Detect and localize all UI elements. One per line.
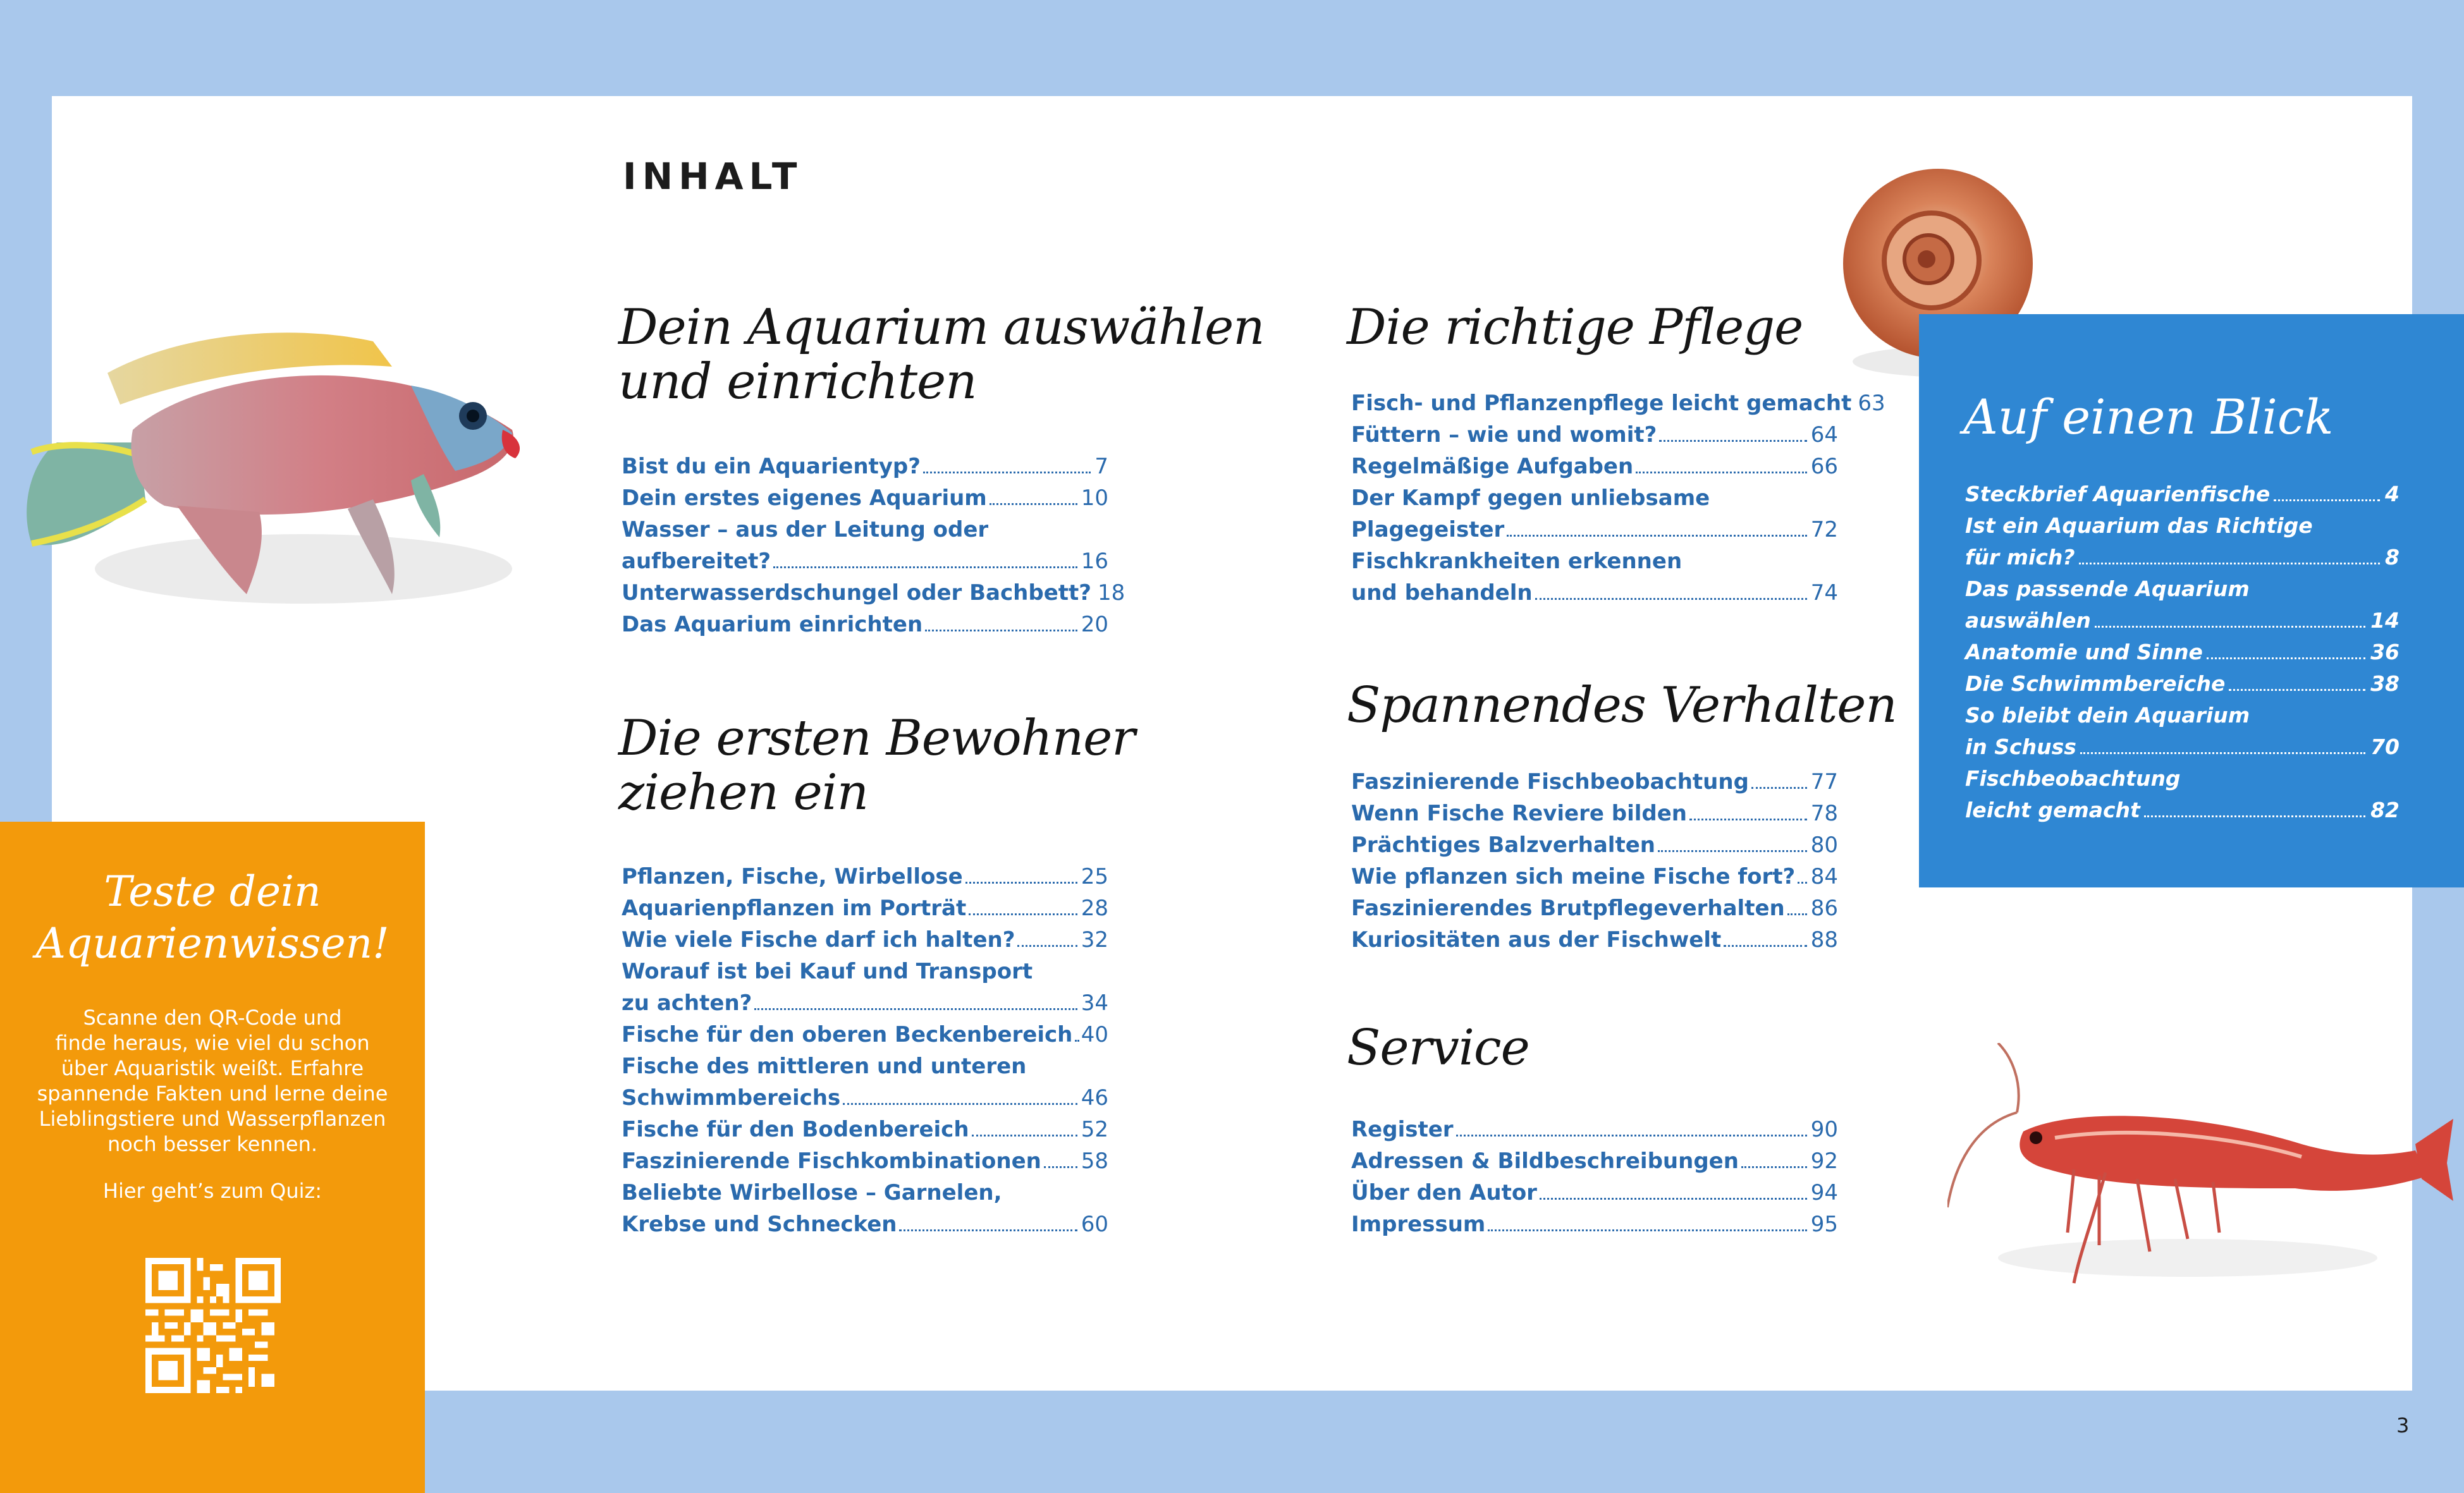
toc-entry-title: zu achten? <box>622 990 752 1016</box>
toc-page-number: 90 <box>1810 1117 1838 1142</box>
toc-entry-title: Über den Autor <box>1351 1180 1537 1205</box>
toc-entry-title: Das Aquarium einrichten <box>622 612 923 637</box>
toc-entry-title: Worauf ist bei Kauf und Transport <box>622 959 1033 984</box>
section-title-service <box>1347 1021 1529 1075</box>
toc-page-number: 16 <box>1081 549 1108 574</box>
toc-entry-title: Register <box>1351 1117 1454 1142</box>
quiz-title-line: Teste dein <box>104 867 321 916</box>
dot-leader <box>1741 1166 1807 1168</box>
dot-leader <box>773 566 1077 568</box>
toc-entry-title: Unterwasserdschungel oder Bachbett? <box>622 580 1091 606</box>
dot-leader <box>1535 598 1807 600</box>
toc-entry-title: Faszinierende Fischkombinationen <box>622 1149 1041 1174</box>
quiz-box <box>0 822 425 1493</box>
dot-leader <box>1044 1166 1077 1168</box>
glance-entry-title: Die Schwimmbereiche <box>1965 671 2226 696</box>
toc-entry-title: Adressen & Bildbeschreibungen <box>1351 1149 1739 1174</box>
toc-page-number: 72 <box>1810 517 1838 542</box>
page-number: 3 <box>2396 1413 2410 1437</box>
toc-entry[interactable] <box>1351 387 1885 419</box>
glance-entry[interactable] <box>1965 668 2400 700</box>
toc-entry[interactable] <box>1351 1177 1838 1209</box>
dot-leader <box>1659 440 1806 442</box>
dot-leader <box>1017 945 1077 947</box>
section-title-aquarium-auswaehlen <box>618 300 1265 409</box>
glance-page-number: 36 <box>2370 640 2400 664</box>
dot-leader <box>1540 1198 1807 1200</box>
toc-entry[interactable] <box>622 609 1108 640</box>
toc-page-number: 7 <box>1094 454 1108 479</box>
toc-page-number: 40 <box>1081 1022 1108 1047</box>
toc-entry-title: Aquarienpflanzen im Porträt <box>622 896 967 921</box>
quiz-text-line: über Aquaristik weißt. Erfahre <box>61 1056 364 1080</box>
toc-page-number: 46 <box>1081 1085 1108 1111</box>
toc-entry[interactable] <box>622 956 1108 1019</box>
toc-entry-title: Plagegeister <box>1351 517 1505 542</box>
toc-page-number: 77 <box>1810 769 1838 795</box>
toc-entry-title: aufbereitet? <box>622 549 771 574</box>
toc-page-number: 10 <box>1081 485 1108 511</box>
dot-leader <box>1689 819 1807 820</box>
dot-leader <box>2080 752 2365 754</box>
toc-entry-title: Wie viele Fische darf ich halten? <box>622 927 1015 953</box>
toc-page-number: 80 <box>1810 832 1838 858</box>
toc-page-number: 94 <box>1810 1180 1838 1205</box>
glance-entry-title: Ist ein Aquarium das Richtige <box>1965 513 2313 538</box>
toc-entry[interactable] <box>622 1145 1108 1177</box>
dot-leader <box>1636 472 1807 473</box>
glance-entry[interactable] <box>1965 573 2400 637</box>
toc-entry[interactable] <box>1351 451 1838 482</box>
toc-entry-title: Der Kampf gegen unliebsame <box>1351 485 1710 511</box>
glance-page-number: 4 <box>2385 482 2400 506</box>
dot-leader <box>843 1103 1077 1105</box>
dot-leader <box>972 1135 1077 1137</box>
toc-entry-title: Faszinierendes Brutpflegeverhalten <box>1351 896 1785 921</box>
toc-entry[interactable] <box>622 1051 1108 1114</box>
glance-title: Auf einen Blick <box>1963 389 2334 445</box>
toc-list-richtige-pflege <box>1351 387 1885 609</box>
toc-entry[interactable] <box>1351 1114 1838 1145</box>
shrimp-illustration <box>1947 1043 2453 1372</box>
glance-entry-title: Steckbrief Aquarienfische <box>1965 482 2271 506</box>
dot-leader <box>1658 850 1807 852</box>
toc-entry-title: Schwimmbereichs <box>622 1085 841 1111</box>
toc-entry[interactable] <box>1351 545 1838 609</box>
section-title-line: Spannendes Verhalten <box>1347 677 1897 734</box>
toc-entry-title: Wie pflanzen sich meine Fische fort? <box>1351 864 1796 889</box>
glance-entry-title: leicht gemacht <box>1965 798 2140 822</box>
quiz-text-line: Lieblingstiere und Wasserpflanzen <box>39 1107 386 1131</box>
glance-entry[interactable] <box>1965 478 2400 510</box>
quiz-title-line: Aquarienwissen! <box>35 919 389 968</box>
toc-list-aquarium-auswaehlen <box>622 451 1125 640</box>
glance-entry[interactable] <box>1965 763 2400 826</box>
glance-page-number: 38 <box>2370 671 2400 696</box>
dot-leader <box>1507 535 1806 537</box>
toc-entry[interactable] <box>1351 1209 1838 1240</box>
toc-page-number: 28 <box>1081 896 1108 921</box>
dot-leader <box>990 503 1077 505</box>
toc-entry[interactable] <box>1351 766 1838 798</box>
toc-entry-title: und behandeln <box>1351 580 1533 606</box>
quiz-text-line: finde heraus, wie viel du schon <box>55 1031 370 1055</box>
toc-page-number: 58 <box>1081 1149 1108 1174</box>
dot-leader <box>2079 563 2381 564</box>
glance-entry[interactable] <box>1965 700 2400 763</box>
toc-page-number: 34 <box>1081 990 1108 1016</box>
section-title-spannendes-verhalten <box>1347 678 1897 733</box>
toc-list-spannendes-verhalten <box>1351 766 1838 956</box>
quiz-description <box>25 1005 400 1157</box>
section-title-line: Dein Aquarium auswählen <box>618 299 1265 356</box>
dot-leader <box>899 1229 1077 1231</box>
glance-page-number: 14 <box>2370 608 2400 633</box>
quiz-title <box>0 866 425 970</box>
section-title-richtige-pflege <box>1347 300 1803 355</box>
glance-list <box>1965 478 2400 826</box>
toc-page-number: 86 <box>1810 896 1838 921</box>
toc-entry[interactable] <box>622 482 1108 514</box>
quiz-call-to-action: Hier geht’s zum Quiz: <box>102 1179 322 1203</box>
toc-page-number: 66 <box>1810 454 1838 479</box>
glance-box <box>1919 314 2464 887</box>
glance-entry-title: auswählen <box>1965 608 2091 633</box>
toc-page-number: 88 <box>1810 927 1838 953</box>
section-title-line: ziehen ein <box>618 764 868 821</box>
toc-entry[interactable] <box>622 1114 1108 1145</box>
toc-page-number: 20 <box>1081 612 1108 637</box>
dot-leader <box>2229 689 2365 691</box>
toc-entry[interactable] <box>622 924 1108 956</box>
dot-leader <box>754 1008 1077 1010</box>
dot-leader <box>2274 499 2380 501</box>
dot-leader <box>969 913 1077 915</box>
dot-leader <box>1724 945 1806 947</box>
toc-entry-title: Fische des mittleren und unteren <box>622 1054 1027 1079</box>
glance-entry-title: Das passende Aquarium <box>1965 576 2250 601</box>
toc-entry[interactable] <box>622 861 1108 893</box>
toc-entry[interactable] <box>622 451 1108 482</box>
toc-entry[interactable] <box>1351 482 1838 545</box>
toc-entry[interactable] <box>1351 798 1838 829</box>
toc-entry-title: Fisch- und Pflanzenpflege leicht gemacht <box>1351 391 1852 416</box>
quiz-text-line: noch besser kennen. <box>107 1132 318 1156</box>
toc-entry-title: Regelmäßige Aufgaben <box>1351 454 1634 479</box>
dot-leader <box>1075 1040 1077 1042</box>
toc-entry-title: Prächtiges Balzverhalten <box>1351 832 1655 858</box>
glance-entry-title: So bleibt dein Aquarium <box>1965 703 2250 728</box>
toc-entry-title: Impressum <box>1351 1212 1486 1237</box>
toc-page-number: 60 <box>1081 1212 1108 1237</box>
toc-entry[interactable] <box>622 893 1108 924</box>
toc-entry-title: Bist du ein Aquarientyp? <box>622 454 921 479</box>
dot-leader <box>1751 787 1807 789</box>
toc-entry-title: Dein erstes eigenes Aquarium <box>622 485 987 511</box>
toc-page-number: 95 <box>1810 1212 1838 1237</box>
page-heading: INHALT <box>623 155 803 198</box>
dot-leader <box>923 472 1091 473</box>
toc-entry-title: Wasser – aus der Leitung oder <box>622 517 989 542</box>
toc-entry-title: Füttern – wie und womit? <box>1351 422 1657 448</box>
toc-page-number: 74 <box>1810 580 1838 606</box>
dot-leader <box>2095 626 2365 628</box>
glance-entry[interactable] <box>1965 637 2400 668</box>
section-title-line: und einrichten <box>618 353 977 410</box>
toc-entry[interactable] <box>1351 893 1838 924</box>
toc-entry[interactable] <box>1351 861 1838 893</box>
toc-entry-title: Wenn Fische Reviere bilden <box>1351 801 1688 826</box>
glance-entry-title: in Schuss <box>1965 734 2076 759</box>
glance-entry-title: für mich? <box>1965 545 2075 570</box>
toc-entry-title: Fische für den Bodenbereich <box>622 1117 969 1142</box>
toc-page-number: 25 <box>1081 864 1108 889</box>
toc-entry[interactable] <box>622 1177 1108 1240</box>
dot-leader <box>925 630 1077 631</box>
quiz-text-line: Scanne den QR-Code und <box>83 1006 342 1030</box>
section-title-line: Service <box>1347 1020 1529 1076</box>
toc-list-erste-bewohner <box>622 861 1108 1240</box>
dot-leader <box>2144 815 2365 817</box>
toc-entry[interactable] <box>1351 924 1838 956</box>
toc-entry-title: Fischkrankheiten erkennen <box>1351 549 1683 574</box>
toc-page-number: 18 <box>1098 580 1125 606</box>
toc-entry[interactable] <box>1351 419 1838 451</box>
section-title-line: Die richtige Pflege <box>1347 299 1803 356</box>
toc-page-number: 64 <box>1810 422 1838 448</box>
toc-page-number: 84 <box>1810 864 1838 889</box>
quiz-text-line: spannende Fakten und lerne deine <box>37 1082 388 1106</box>
glance-page-number: 70 <box>2370 734 2400 759</box>
toc-page-number: 92 <box>1810 1149 1838 1174</box>
glance-page-number: 82 <box>2370 798 2400 822</box>
dot-leader <box>1488 1229 1806 1231</box>
toc-entry[interactable] <box>622 514 1108 577</box>
cichlid-fish-illustration <box>19 297 569 651</box>
toc-page-number: 52 <box>1081 1117 1108 1142</box>
dot-leader <box>1787 913 1807 915</box>
dot-leader <box>965 882 1077 884</box>
section-title-line: Die ersten Bewohner <box>618 710 1135 767</box>
toc-entry-title: Krebse und Schnecken <box>622 1212 897 1237</box>
toc-entry-title: Beliebte Wirbellose – Garnelen, <box>622 1180 1002 1205</box>
section-title-erste-bewohner <box>618 711 1135 820</box>
toc-entry[interactable] <box>622 577 1125 609</box>
toc-page-number: 78 <box>1810 801 1838 826</box>
qr-code-icon[interactable] <box>145 1258 281 1393</box>
glance-entry[interactable] <box>1965 510 2400 573</box>
toc-entry[interactable] <box>622 1019 1108 1051</box>
toc-entry[interactable] <box>1351 1145 1838 1177</box>
glance-page-number: 8 <box>2385 545 2400 570</box>
glance-entry-title: Anatomie und Sinne <box>1965 640 2203 664</box>
dot-leader <box>1456 1135 1807 1137</box>
toc-entry-title: Pflanzen, Fische, Wirbellose <box>622 864 963 889</box>
toc-page-number: 63 <box>1858 391 1885 416</box>
toc-page-number: 32 <box>1081 927 1108 953</box>
toc-list-service <box>1351 1114 1838 1240</box>
toc-entry-title: Fische für den oberen Beckenbereich <box>622 1022 1073 1047</box>
toc-entry-title: Faszinierende Fischbeobachtung <box>1351 769 1749 795</box>
toc-entry[interactable] <box>1351 829 1838 861</box>
toc-entry-title: Kuriositäten aus der Fischwelt <box>1351 927 1722 953</box>
glance-entry-title: Fischbeobachtung <box>1965 766 2181 791</box>
dot-leader <box>1798 882 1807 884</box>
dot-leader <box>2207 657 2365 659</box>
